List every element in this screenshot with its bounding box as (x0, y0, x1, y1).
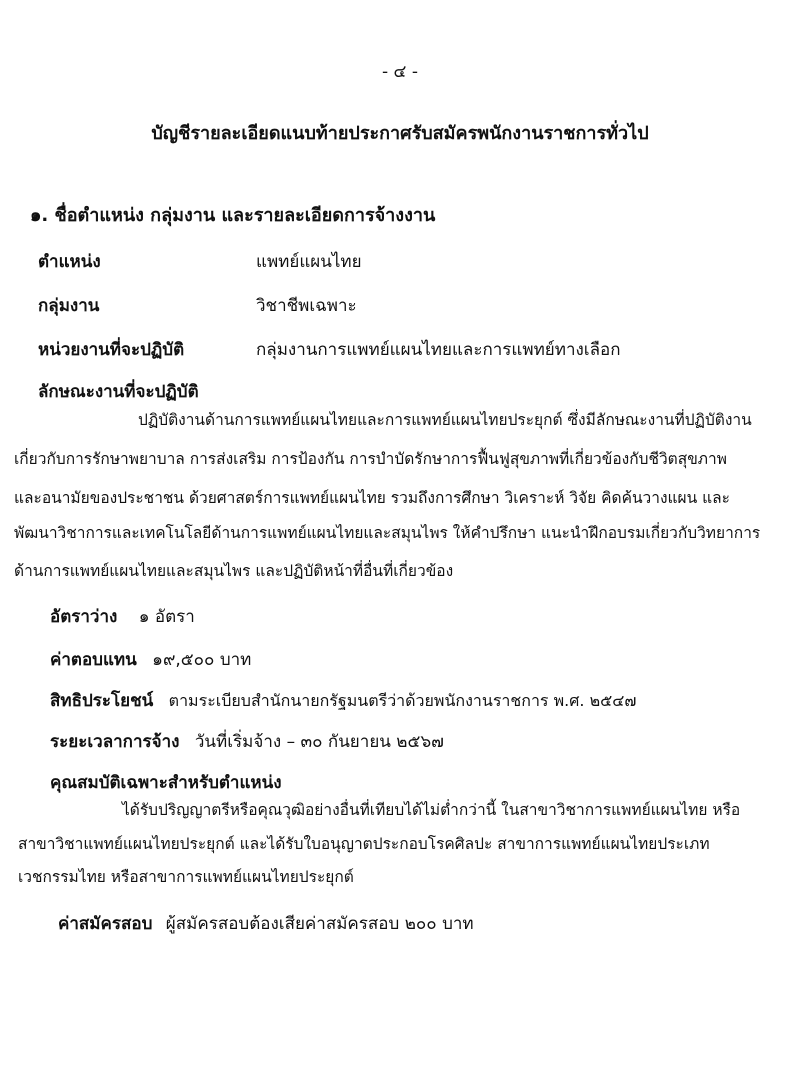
benefits-value: ตามระเบียบสำนักนายกรัฐมนตรีว่าด้วยพนักงานราชการ พ.ศ. ๒๕๔๗ (168, 691, 637, 710)
fee-row (58, 910, 474, 937)
fee-value: ผู้สมัครสอบต้องเสียค่าสมัครสอบ ๒๐๐ บาท (165, 914, 474, 934)
vacancy-value: ๑ อัตรา (138, 607, 195, 627)
document-title: บัญชีรายละเอียดแนบท้ายประกาศรับสมัครพนักงานราชการทั่วไป (151, 123, 649, 144)
benefits-label: สิทธิประโยชน์ (50, 691, 154, 711)
duties-line-2: เกี่ยวกับการรักษาพยาบาล การส่งเสริม การป้องกัน การบำบัดรักษาการฟื้นฟูสุขภาพที่เกี่ยวข้องกับชีวิตสุขภาพ (14, 450, 727, 468)
benefits-row (50, 687, 636, 714)
group-label: กลุ่มงาน (38, 296, 100, 316)
page-number: - ๔ - (382, 62, 418, 82)
qualifications-line-2: สาขาวิชาแพทย์แผนไทยประยุกต์ และได้รับใบอนุญาตประกอบโรคศิลปะ สาขาการแพทย์แผนไทยประเภท (18, 835, 710, 853)
duties-line-4: พัฒนาวิชาการและเทคโนโลยีด้านการแพทย์แผนไทยและสมุนไพร ให้คำปรึกษา แนะนำฝึกอบรมเกี่ยวกับวิทยาการ (14, 524, 761, 542)
unit-label: หน่วยงานที่จะปฏิบัติ (38, 340, 185, 360)
duties-label: ลักษณะงานที่จะปฏิบัติ (38, 382, 199, 402)
period-row (50, 728, 444, 755)
salary-label: ค่าตอบแทน (50, 650, 137, 670)
vacancy-row (50, 603, 195, 630)
position-label: ตำแหน่ง (38, 252, 101, 272)
period-label: ระยะเวลาการจ้าง (50, 732, 180, 752)
qualifications-line-3: เวชกรรมไทย หรือสาขาการแพทย์แผนไทยประยุกต์ (18, 868, 354, 886)
group-value: วิชาชีพเฉพาะ (256, 296, 357, 316)
position-value: แพทย์แผนไทย (256, 252, 362, 272)
section-1-heading: ๑. ชื่อตำแหน่ง กลุ่มงาน และรายละเอียดการจ้างงาน (30, 205, 436, 226)
duties-line-5: ด้านการแพทย์แผนไทยและสมุนไพร และปฏิบัติหน้าที่อื่นที่เกี่ยวข้อง (14, 562, 454, 580)
salary-row (50, 646, 251, 673)
fee-label: ค่าสมัครสอบ (58, 914, 153, 934)
vacancy-label: อัตราว่าง (50, 607, 118, 627)
duties-line-3: และอนามัยของประชาชน ด้วยศาสตร์การแพทย์แผนไทย รวมถึงการศึกษา วิเคราะห์ วิจัย คิดค้นวางแผน และ (14, 489, 730, 507)
unit-value: กลุ่มงานการแพทย์แผนไทยและการแพทย์ทางเลือก (256, 340, 621, 360)
qualifications-label: คุณสมบัติเฉพาะสำหรับตำแหน่ง (50, 773, 282, 793)
duties-line-1: ปฏิบัติงานด้านการแพทย์แผนไทยและการแพทย์แผนไทยประยุกต์ ซึ่งมีลักษณะงานที่ปฏิบัติงาน (138, 411, 752, 429)
salary-value: ๑๙,๕๐๐ บาท (152, 650, 252, 670)
qualifications-line-1: ได้รับปริญญาตรีหรือคุณวุฒิอย่างอื่นที่เทียบได้ไม่ต่ำกว่านี้ ในสาขาวิชาการแพทย์แผนไทย หรือ (122, 801, 741, 819)
period-value: วันที่เริ่มจ้าง – ๓๐ กันยายน ๒๕๖๗ (194, 732, 444, 752)
